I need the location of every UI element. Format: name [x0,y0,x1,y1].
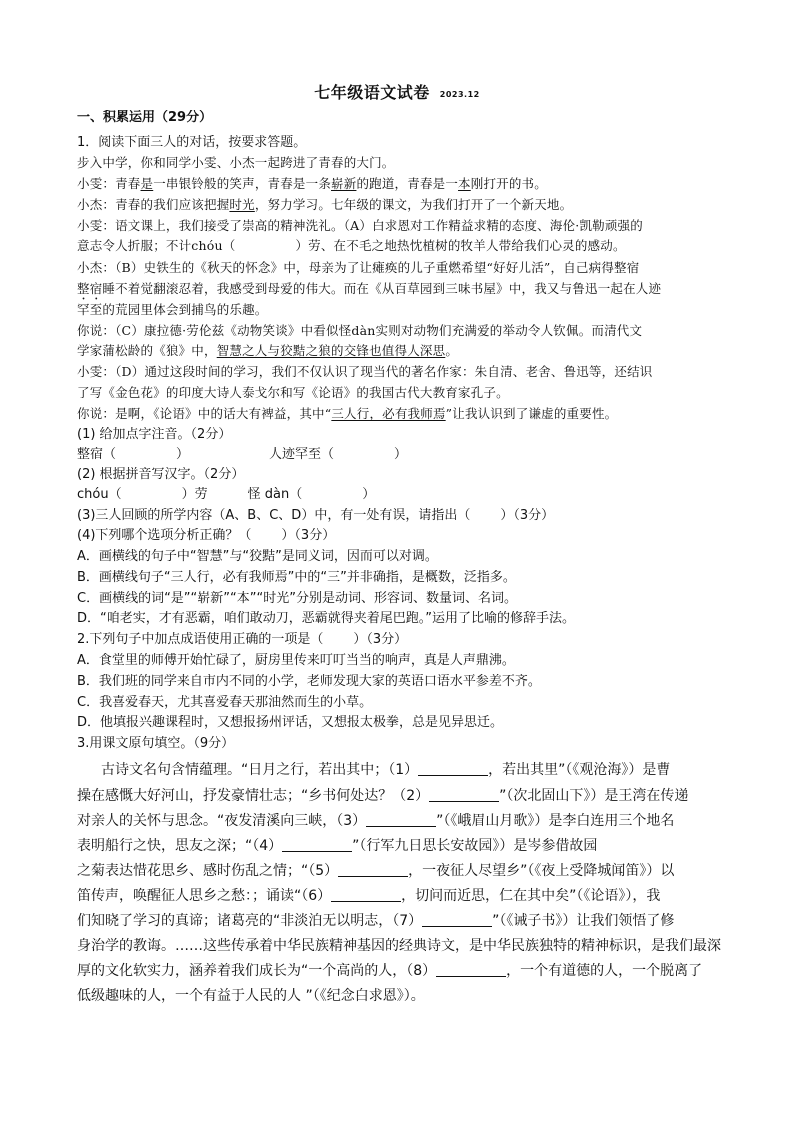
text: 厚的文化软实力，涵养着我们成长为“一个高尚的人，（8） [77,963,437,979]
text: 笛传声，唤醒征人思乡之愁：；诵读“（6） [77,888,332,904]
text: ） [394,447,408,462]
fill-line [101,761,722,779]
exam-title-text: 七年级语文试卷 [314,83,430,102]
fill-blank[interactable] [418,763,488,776]
text: 之菊表达惜花思乡、感时伤乱之情；“（5） [77,863,339,879]
fill-blank[interactable] [436,964,506,977]
dialogue-line [77,281,722,303]
fill-blank[interactable] [338,864,408,877]
fill-blank[interactable] [366,814,436,827]
text: (3)三人回顾的所学内容（A、B、C、D）中，有一处有误，请指出（ [77,508,471,523]
dialogue-line [77,406,722,422]
text: 对亲人的关怀与思念。“夜发清溪向三峡，（3） [77,813,367,829]
text: 你说：是啊，《论语》中的话大有裨益，其中“ [77,406,332,421]
text: 一串银铃般的笑声，青春是一条 [153,176,332,191]
answer-row [77,487,722,503]
dialogue-line [77,197,722,213]
text: ） [362,487,376,502]
q2-stem [77,632,722,648]
option-c: C．我喜爱春天，尤其喜爱春天那油然而生的小草。 [77,695,373,710]
dialogue-line: 小杰：（B）史铁生的《秋天的怀念》中，母亲为了让瘫痪的儿子重燃希望“好好儿活”，自己病得整宿 [77,260,640,275]
text: ”（《诫子书》）让我们领悟了修 [492,913,675,929]
text: ）劳、在不毛之地热忱植树的牧羊人带给我们心灵的感动。 [295,238,626,253]
text: ，努力学习。七年级的课文，为我们打开了一个新天地。 [254,197,573,212]
exam-title [0,80,794,103]
text: 整宿（ [77,447,117,462]
text: ，一夜征人尽望乡”（《夜上受降城闻笛》）以 [408,863,675,879]
fill-line [77,912,722,930]
text: 2.下列句子中加点成语使用正确的一项是（ [77,632,324,647]
text: ）劳 [181,487,208,502]
text: ，切问而近思，仁在其中矣”（《论语》），我 [401,888,661,904]
fill-line [77,862,722,880]
text: 睡不着觉翻滚忍着，我感受到母爱的伟大。而在《从百草园到三味书屋》中，我又与鲁迅一起在人迹 [102,281,662,296]
option-a: A．食堂里的师傅开始忙碌了，厨房里传来叮叮当当的响声，真是人声鼎沸。 [77,653,515,668]
text: 学家蒲松龄的《狼》中， [77,343,217,358]
text: ”（次北固山下》）是王湾在传递 [499,788,689,804]
text: 。 [445,343,459,358]
text: 表明船行之快，思友之深；“（4） [77,838,283,854]
dialogue-line [77,176,722,192]
section-heading: 一、积累运用（29分） [77,110,213,125]
fill-line [77,887,722,905]
q3-stem: 3.用课文原句填空。（9分） [77,736,235,751]
text: 刚打开的书。 [470,176,547,191]
text: 小杰：青春的我们应该把握 [77,197,230,212]
text: ） [176,447,190,462]
text: (4)下列哪个选项分析正确？（ [77,528,252,543]
option-b: B．我们班的同学来自市内不同的小学，老师发现大家的英语口语水平参差不齐。 [77,674,541,689]
text: ，若出其里”（《观沧海》）是曹 [488,762,671,778]
option-a: A．画横线的句子中“智慧”与“狡黠”是同义词，因而可以对调。 [77,549,438,564]
text: 们知晓了学习的真谛；诸葛亮的“非淡泊无以明志，（7） [77,913,423,929]
text: 古诗文名句含情蕴理。“日月之行，若出其中；（1） [101,762,419,778]
sub-question: (1) 给加点字注音。（2分） [77,427,232,442]
dialogue-line [77,238,722,254]
fill-line [77,812,722,830]
dialogue-line: 你说：（C）康拉德·劳伦兹《动物笑谈》中看似怪dàn实则对动物们充满爱的举动令人钦佩。而清代文 [77,323,643,338]
dialogue-line [77,343,722,359]
fill-line [77,837,722,855]
fill-blank[interactable] [282,839,352,852]
fill-line [77,787,722,805]
text: ”（行军九日思长安故园》）是岑参借故园 [352,838,598,854]
sub-question [77,528,722,544]
text: 意志令人折服；不计chóu（ [77,238,236,253]
underlined-word: 崭新 [331,176,357,191]
underlined-sentence: 智慧之人与狡黠之狼的交锋也值得人深思 [216,343,446,358]
text: chóu（ [77,487,122,502]
sub-question [77,508,722,524]
underlined-word: 本 [458,176,471,191]
text: 怪 dàn（ [247,487,303,502]
fill-line [77,962,722,980]
fill-blank[interactable] [331,889,401,902]
text: ，一个有道德的人，一个脱离了 [506,963,703,979]
dialogue-line: 了写《金色花》的印度大诗人泰戈尔和写《论语》的我国古代大教育家孔子。 [77,385,509,400]
dialogue-line: 小雯：（D）通过这段时间的学习，我们不仅认识了现当代的著名作家：朱自清、老舍、鲁迅等，还结识 [77,364,653,379]
underlined-word: 是 [140,176,154,191]
answer-row [77,447,722,463]
text: ）（3分） [500,508,555,523]
dialogue-line: 罕至的荒园里体会到捕鸟的乐趣。 [77,302,268,317]
option-d: D．“咱老实，才有恶霸，咱们敢动刀，恶霸就得夹着尾巴跑。”运用了比喻的修辞手法。 [77,611,575,626]
fill-blank[interactable] [429,789,499,802]
option-d: D．他填报兴趣课程时，又想报扬州评话，又想报太极拳，总是见异思迁。 [77,715,504,730]
text: 人迹罕至（ [269,447,335,462]
underlined-sentence: 三人行，必有我师焉 [331,406,446,421]
fill-blank[interactable] [422,914,492,927]
option-b: B．画横线句子“三人行，必有我师焉”中的“三”并非确指，是概数，泛指多。 [77,570,516,585]
text: 的跑道，青春是一 [356,176,459,191]
text: ）（3分） [281,528,336,543]
text: 操在感慨大好河山，抒发豪情壮志；“乡书何处达？（2） [77,788,430,804]
text: ）（3分） [353,632,408,647]
fill-line: 身治学的教诲。……这些传承着中华民族精神基因的经典诗文，是中华民族独特的精神标识，是我们最深 [77,938,721,954]
sub-question: (2) 根据拼音写汉字。（2分） [77,467,245,482]
q1-intro: 步入中学，你和同学小雯、小杰一起跨进了青春的大门。 [77,155,395,170]
exam-date: 2023.12 [439,90,480,99]
text: ”（《峨眉山月歌》）是李白连用三个地名 [436,813,675,829]
underlined-word: 时光 [229,197,255,212]
text: ”让我认识到了谦虚的重要性。 [445,406,618,421]
dotted-word: 整宿 [77,281,103,296]
dialogue-line: 小雯：语文课上，我们接受了崇高的精神洗礼。（A）白求恩对工作精益求精的态度、海伦·凯勒顽强的 [77,218,643,233]
q1-stem: 1．阅读下面三人的对话，按要求答题。 [77,135,307,150]
text: 小雯：青春 [77,176,141,191]
option-c: C．画横线的词“是”“崭新”“本”“时光”分别是动词、形容词、数量词、名词。 [77,591,517,606]
fill-line: 低级趣味的人，一个有益于人民的人 ”（《纪念白求恩》）。 [77,988,425,1004]
